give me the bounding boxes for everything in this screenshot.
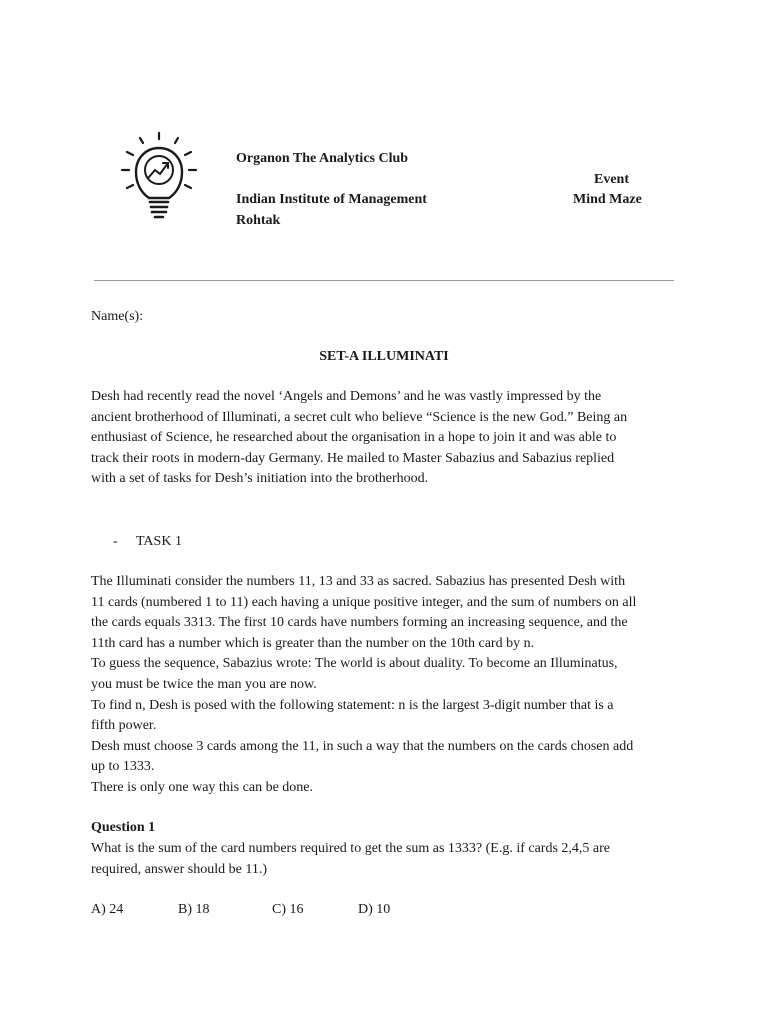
question-line: What is the sum of the card numbers required to get the sum as 1333? (E.g. if cards 2,4,5 are xyxy=(91,841,611,856)
intro-line: track their roots in modern-day Germany. He mailed to Master Sabazius and Sabazius replied xyxy=(91,450,615,466)
question-title: Question 1 xyxy=(91,820,156,835)
task-line: To guess the sequence, Sabazius wrote: The world is about duality. To become an Illuminatus, xyxy=(91,656,618,672)
task-line: up to 1333. xyxy=(91,759,155,775)
intro-line: enthusiast of Science, he researched about the organisation in a hope to join it and was able to xyxy=(91,430,617,446)
task-label: TASK 1 xyxy=(136,534,182,549)
institute-line: Indian Institute of Management xyxy=(236,192,427,207)
event-name: Mind Maze xyxy=(573,192,642,207)
institute-line: Rohtak xyxy=(236,212,281,228)
task-line: fifth power. xyxy=(91,718,157,734)
option-d: D) 10 xyxy=(358,902,391,917)
option-c: C) 16 xyxy=(272,902,304,917)
task-line: There is only one way this can be done. xyxy=(91,779,313,795)
option-a: A) 24 xyxy=(91,902,124,917)
name-label: Name(s): xyxy=(91,309,144,324)
task-bullet: - xyxy=(113,534,118,549)
institute-name xyxy=(236,190,456,231)
task-line: 11 cards (numbered 1 to 11) each having a unique positive integer, and the sum of numbers on all xyxy=(91,594,637,610)
task-body xyxy=(91,572,681,799)
task-line: The Illuminati consider the numbers 11, 13 and 33 as sacred. Sabazius has presented Desh with xyxy=(91,574,626,589)
club-logo xyxy=(118,130,200,222)
task-line: Desh must choose 3 cards among the 11, in such a way that the numbers on the cards chosen add xyxy=(91,738,634,754)
set-title: SET-A ILLUMINATI xyxy=(319,349,449,364)
question-text xyxy=(91,839,681,880)
task-line: the cards equals 3313. The first 10 cards have numbers forming an increasing sequence, and the xyxy=(91,615,628,631)
event-label: Event xyxy=(594,172,629,187)
intro-line: ancient brotherhood of Illuminati, a secret cult who believe “Science is the new God.” Being an xyxy=(91,409,628,425)
task-line: you must be twice the man you are now. xyxy=(91,676,317,692)
question-line: required, answer should be 11.) xyxy=(91,861,267,877)
intro-line: with a set of tasks for Desh’s initiation into the brotherhood. xyxy=(91,471,429,487)
option-b: B) 18 xyxy=(178,902,210,917)
intro-paragraph xyxy=(91,387,681,490)
intro-line: Desh had recently read the novel ‘Angels and Demons’ and he was vastly impressed by the xyxy=(91,389,602,404)
task-line: 11th card has a number which is greater than the number on the 10th card by n. xyxy=(91,635,535,651)
club-name: Organon The Analytics Club xyxy=(236,151,409,166)
header-divider xyxy=(94,280,674,281)
lightbulb-growth-chart-icon xyxy=(118,130,200,222)
task-line: To find n, Desh is posed with the following statement: n is the largest 3-digit number that is a xyxy=(91,697,614,713)
